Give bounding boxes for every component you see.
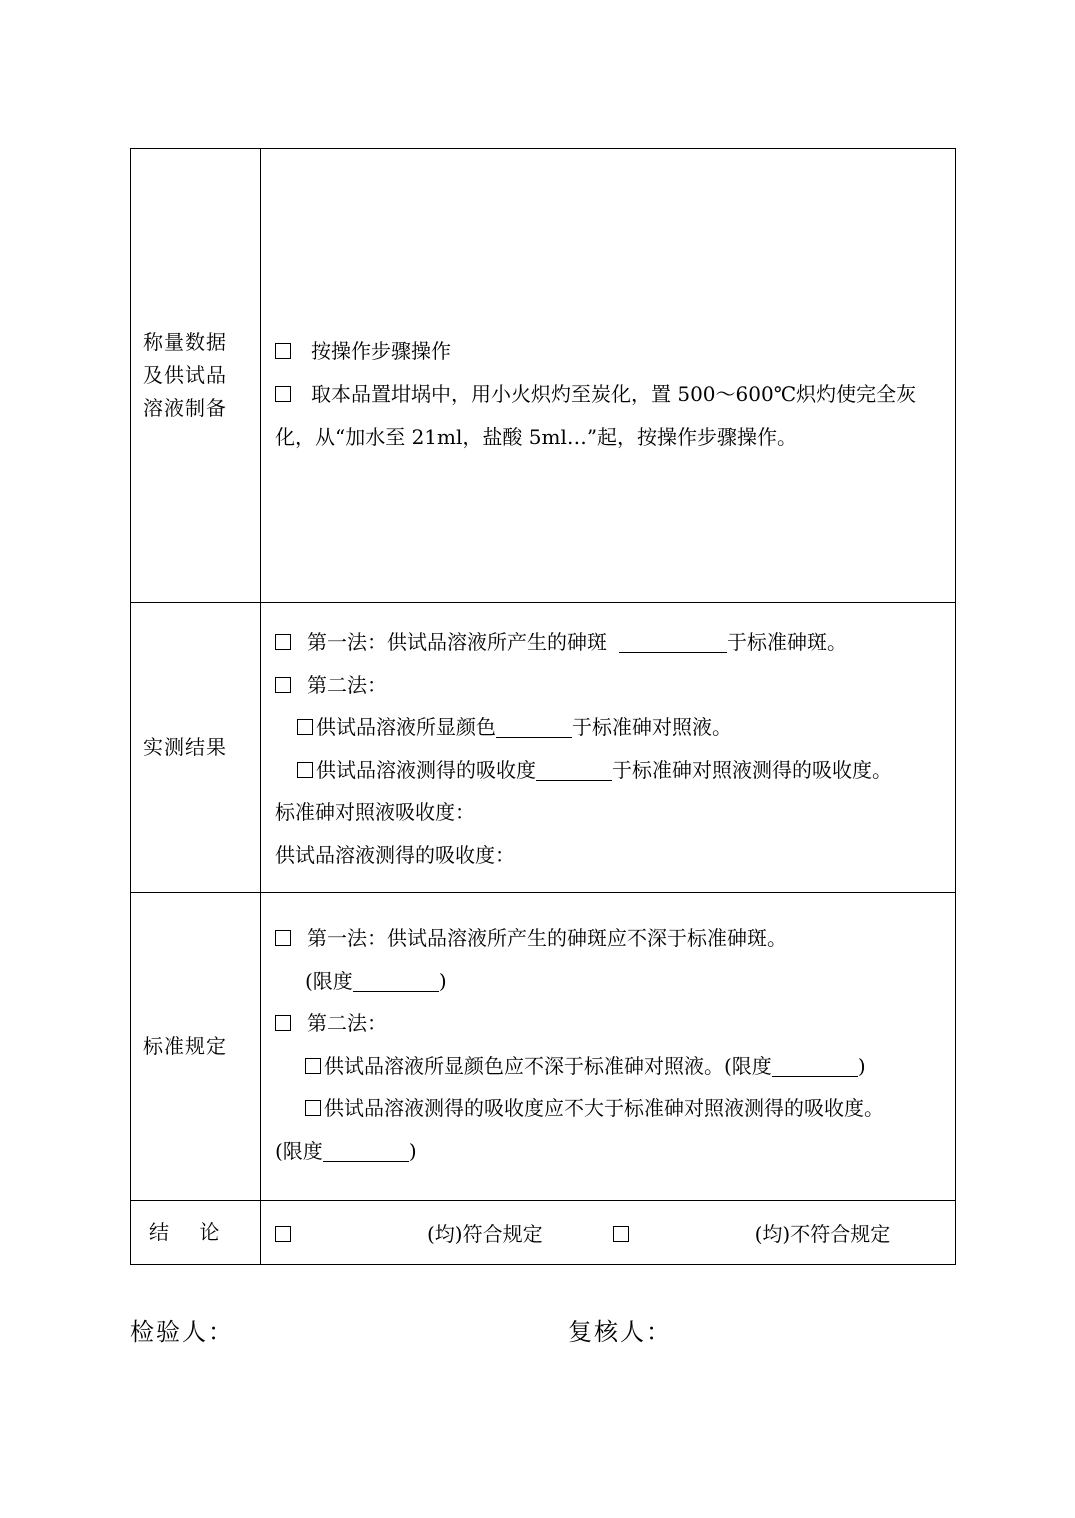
standard-method2-absorb — [275, 1087, 945, 1130]
result-label: 实测结果 — [131, 603, 261, 893]
conclusion-fail: (均)不符合规定 — [754, 1222, 891, 1246]
prep-label-line: 溶液制备 — [143, 396, 227, 420]
inspection-form-table — [130, 148, 956, 1265]
standard-method2-absorb-text: 供试品溶液测得的吸收度应不大于标准砷对照液测得的吸收度。 — [324, 1096, 884, 1120]
result-sample-absorbance: 供试品溶液测得的吸收度： — [275, 842, 515, 867]
checkbox-icon[interactable] — [275, 634, 291, 650]
standard-method2 — [275, 1002, 945, 1045]
standard-method1-text: 第一法：供试品溶液所产生的砷斑应不深于标准砷斑。 — [307, 926, 787, 950]
conclusion-content — [261, 1201, 956, 1265]
result-method1-blank[interactable] — [619, 634, 727, 653]
standard-limit1-open: (限度 — [305, 968, 353, 993]
prep-option-standard-text: 按操作步骤操作 — [311, 339, 451, 363]
result-method2-text: 第二法： — [307, 672, 387, 697]
prep-label-line: 及供试品 — [143, 363, 227, 387]
result-method2-color — [275, 706, 945, 749]
conclusion-options — [275, 1218, 945, 1247]
standard-method2-color — [275, 1045, 945, 1088]
result-method2-absorb-post: 于标准砷对照液测得的吸收度。 — [612, 757, 892, 782]
prep-content — [261, 149, 956, 603]
result-method2-absorb-pre: 供试品溶液测得的吸收度 — [316, 757, 536, 782]
checkbox-icon[interactable] — [275, 677, 291, 693]
conclusion-row — [131, 1201, 956, 1265]
result-std-absorbance: 标准砷对照液吸收度： — [275, 800, 475, 824]
checkbox-icon[interactable] — [275, 386, 291, 402]
standard-row — [131, 893, 956, 1201]
prep-row — [131, 149, 956, 603]
result-method2 — [275, 664, 945, 707]
inspector-signature: 检验人： — [130, 1318, 234, 1346]
conclusion-pass: (均)符合规定 — [427, 1222, 543, 1246]
standard-limit3-blank[interactable] — [323, 1143, 409, 1162]
result-method2-color-pre: 供试品溶液所显颜色 — [316, 715, 496, 739]
standard-method2-color-text: 供试品溶液所显颜色应不深于标准砷对照液。(限度 — [324, 1053, 772, 1078]
result-absorb-blank[interactable] — [536, 762, 612, 781]
checkbox-icon[interactable] — [613, 1226, 629, 1242]
result-method1-post: 于标准砷斑。 — [727, 630, 847, 654]
prep-option-ashing-cont: 化，从“加水至 21ml，盐酸 5ml…”起，按操作步骤操作。 — [275, 425, 798, 449]
standard-limit3-open: (限度 — [275, 1138, 323, 1163]
standard-limit1-close: ) — [438, 968, 447, 993]
checkbox-icon[interactable] — [275, 930, 291, 946]
standard-method1 — [275, 917, 945, 960]
conclusion-label — [131, 1201, 261, 1265]
prep-label-line: 称量数据 — [143, 330, 227, 354]
standard-limit3 — [275, 1130, 945, 1173]
standard-limit2-close: ) — [857, 1053, 866, 1078]
standard-limit1-blank[interactable] — [353, 973, 439, 992]
conclusion-label-text: 结 论 — [149, 1220, 221, 1244]
checkbox-icon[interactable] — [275, 343, 291, 359]
checkbox-icon[interactable] — [305, 1058, 321, 1074]
reviewer-signature: 复核人： — [568, 1318, 672, 1346]
checkbox-icon[interactable] — [275, 1226, 291, 1242]
prep-option-ashing — [275, 373, 945, 416]
result-color-blank[interactable] — [496, 719, 572, 738]
result-method2-color-post: 于标准砷对照液。 — [572, 715, 732, 739]
standard-limit2-blank[interactable] — [772, 1058, 858, 1077]
standard-limit1 — [275, 960, 945, 1003]
checkbox-icon[interactable] — [305, 1100, 321, 1116]
standard-limit3-close: ) — [408, 1138, 417, 1163]
checkbox-icon[interactable] — [297, 719, 313, 735]
result-row — [131, 603, 956, 893]
standard-method2-text: 第二法： — [307, 1011, 387, 1035]
prep-option-ashing-text: 取本品置坩埚中，用小火炽灼至炭化，置 500～600℃炽灼使完全灰 — [311, 382, 917, 406]
prep-option-standard — [275, 330, 945, 373]
prep-label — [131, 149, 261, 603]
standard-label: 标准规定 — [131, 893, 261, 1201]
result-content — [261, 603, 956, 893]
result-method1-pre: 第一法：供试品溶液所产生的砷斑 — [307, 630, 607, 654]
result-method2-absorb — [275, 749, 945, 792]
standard-content — [261, 893, 956, 1201]
result-method1 — [275, 621, 945, 664]
checkbox-icon[interactable] — [275, 1015, 291, 1031]
checkbox-icon[interactable] — [297, 762, 313, 778]
